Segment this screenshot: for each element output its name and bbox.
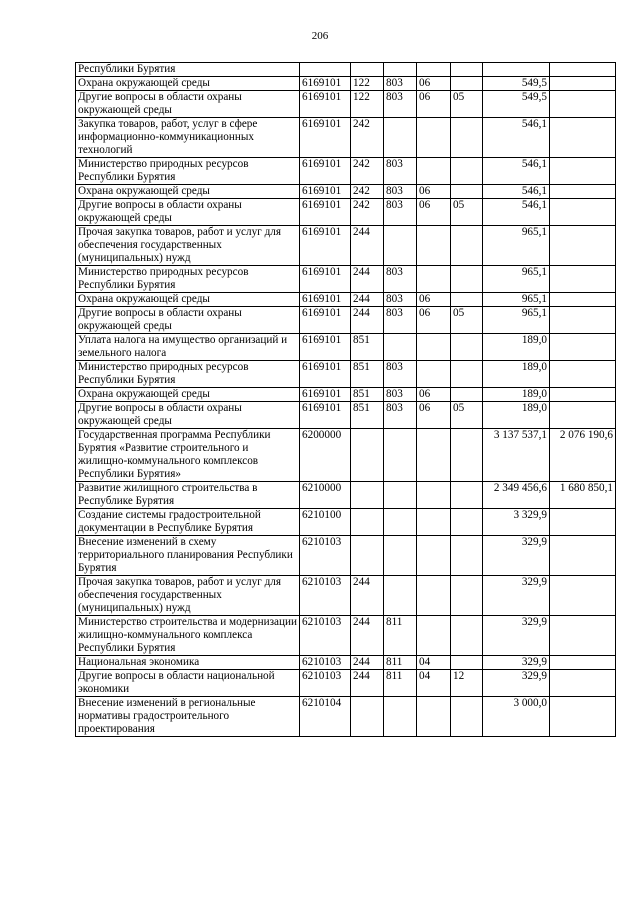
cell-target-article: 6210103 [300,670,351,697]
cell-section [417,158,451,185]
cell-target-article: 6200000 [300,429,351,482]
cell-expense-type: 244 [351,226,384,266]
cell-amount-secondary [550,697,616,737]
cell-expense-type: 244 [351,656,384,670]
cell-name: Государственная программа Республики Бурятия «Развитие строительного и жилищно-коммунального комплексов Республики Бурятия» [76,429,300,482]
table-row [76,482,616,509]
cell-expense-type: 122 [351,91,384,118]
cell-amount-total: 965,1 [483,226,550,266]
cell-name: Прочая закупка товаров, работ и услуг для обеспечения государственных (муниципальных) нужд [76,226,300,266]
cell-name: Охрана окружающей среды [76,388,300,402]
cell-expense-type [351,509,384,536]
cell-amount-secondary [550,509,616,536]
cell-expense-type: 244 [351,576,384,616]
cell-amount-total: 965,1 [483,293,550,307]
cell-ministry-code [384,482,417,509]
cell-ministry-code: 811 [384,670,417,697]
table-row [76,656,616,670]
cell-ministry-code [384,334,417,361]
table-row [76,334,616,361]
cell-amount-total: 189,0 [483,334,550,361]
cell-subsection: 05 [451,91,483,118]
cell-amount-total: 329,9 [483,670,550,697]
cell-target-article: 6169101 [300,307,351,334]
cell-target-article [300,63,351,77]
cell-expense-type: 242 [351,118,384,158]
cell-subsection [451,576,483,616]
cell-amount-total: 3 000,0 [483,697,550,737]
cell-section: 06 [417,388,451,402]
cell-expense-type: 244 [351,307,384,334]
cell-amount-secondary [550,185,616,199]
cell-amount-secondary [550,293,616,307]
table-row [76,158,616,185]
table-row [76,266,616,293]
cell-ministry-code: 803 [384,361,417,388]
cell-ministry-code: 803 [384,77,417,91]
cell-ministry-code [384,536,417,576]
cell-subsection [451,361,483,388]
cell-ministry-code [384,697,417,737]
cell-name: Другие вопросы в области охраны окружающей среды [76,91,300,118]
cell-amount-total: 546,1 [483,199,550,226]
table-row [76,91,616,118]
cell-section [417,118,451,158]
cell-amount-total: 329,9 [483,576,550,616]
cell-subsection [451,656,483,670]
table-row [76,307,616,334]
cell-target-article: 6210000 [300,482,351,509]
cell-subsection [451,482,483,509]
cell-section [417,226,451,266]
table-row [76,185,616,199]
cell-amount-secondary: 1 680 850,1 [550,482,616,509]
table-row [76,616,616,656]
cell-target-article: 6210100 [300,509,351,536]
cell-amount-total: 329,9 [483,616,550,656]
table-row [76,509,616,536]
cell-section [417,536,451,576]
cell-amount-secondary [550,63,616,77]
cell-amount-total: 189,0 [483,361,550,388]
cell-target-article: 6169101 [300,77,351,91]
cell-name: Внесение изменений в схему территориального планирования Республики Бурятия [76,536,300,576]
table-row [76,63,616,77]
cell-section [417,616,451,656]
cell-section [417,63,451,77]
cell-name: Прочая закупка товаров, работ и услуг для обеспечения государственных (муниципальных) нужд [76,576,300,616]
cell-amount-secondary [550,402,616,429]
cell-target-article: 6169101 [300,266,351,293]
cell-target-article: 6169101 [300,199,351,226]
cell-target-article: 6210103 [300,656,351,670]
cell-amount-secondary [550,199,616,226]
cell-name: Другие вопросы в области охраны окружающей среды [76,402,300,429]
cell-amount-total: 3 137 537,1 [483,429,550,482]
table-body [76,63,616,737]
cell-amount-secondary [550,118,616,158]
cell-ministry-code [384,576,417,616]
cell-expense-type: 244 [351,293,384,307]
cell-subsection [451,429,483,482]
cell-target-article: 6169101 [300,388,351,402]
cell-section: 04 [417,670,451,697]
cell-name: Охрана окружающей среды [76,185,300,199]
cell-expense-type [351,63,384,77]
cell-target-article: 6169101 [300,226,351,266]
cell-expense-type: 851 [351,334,384,361]
cell-subsection: 12 [451,670,483,697]
cell-ministry-code: 803 [384,91,417,118]
table-row [76,402,616,429]
cell-amount-secondary [550,307,616,334]
cell-amount-total: 965,1 [483,266,550,293]
cell-amount-secondary: 2 076 190,6 [550,429,616,482]
table-row [76,670,616,697]
cell-amount-secondary [550,388,616,402]
cell-ministry-code [384,226,417,266]
cell-amount-secondary [550,656,616,670]
table-row [76,361,616,388]
table-row [76,536,616,576]
cell-target-article: 6169101 [300,91,351,118]
cell-section [417,509,451,536]
cell-ministry-code: 803 [384,199,417,226]
cell-ministry-code: 803 [384,185,417,199]
table-row [76,226,616,266]
cell-section: 06 [417,185,451,199]
cell-amount-total: 189,0 [483,388,550,402]
cell-amount-secondary [550,158,616,185]
cell-ministry-code: 811 [384,616,417,656]
cell-name: Министерство природных ресурсов Республики Бурятия [76,266,300,293]
cell-ministry-code: 811 [384,656,417,670]
cell-section: 06 [417,199,451,226]
cell-amount-total: 549,5 [483,77,550,91]
cell-subsection [451,697,483,737]
cell-amount-secondary [550,334,616,361]
table-row [76,388,616,402]
cell-section: 06 [417,77,451,91]
cell-amount-secondary [550,77,616,91]
cell-name: Другие вопросы в области охраны окружающей среды [76,307,300,334]
cell-target-article: 6210104 [300,697,351,737]
cell-ministry-code [384,63,417,77]
cell-subsection [451,334,483,361]
cell-target-article: 6169101 [300,293,351,307]
cell-amount-total: 546,1 [483,118,550,158]
cell-target-article: 6210103 [300,536,351,576]
cell-subsection [451,293,483,307]
cell-expense-type [351,482,384,509]
cell-amount-secondary [550,616,616,656]
cell-name: Национальная экономика [76,656,300,670]
cell-ministry-code [384,118,417,158]
cell-expense-type: 851 [351,361,384,388]
cell-section: 06 [417,402,451,429]
cell-amount-total [483,63,550,77]
cell-name: Министерство природных ресурсов Республики Бурятия [76,361,300,388]
cell-section [417,334,451,361]
cell-subsection: 05 [451,402,483,429]
cell-target-article: 6169101 [300,402,351,429]
table-row [76,77,616,91]
cell-ministry-code: 803 [384,158,417,185]
cell-section [417,266,451,293]
cell-subsection [451,63,483,77]
cell-section [417,429,451,482]
cell-target-article: 6169101 [300,158,351,185]
cell-name: Республики Бурятия [76,63,300,77]
cell-expense-type: 242 [351,158,384,185]
table-row [76,293,616,307]
cell-name: Другие вопросы в области национальной экономики [76,670,300,697]
table-row [76,199,616,226]
cell-amount-total: 546,1 [483,185,550,199]
table-row [76,429,616,482]
table-row [76,697,616,737]
cell-amount-secondary [550,576,616,616]
cell-expense-type: 851 [351,402,384,429]
cell-amount-secondary [550,670,616,697]
cell-section: 06 [417,307,451,334]
cell-target-article: 6169101 [300,185,351,199]
cell-subsection [451,616,483,656]
cell-ministry-code [384,429,417,482]
cell-ministry-code: 803 [384,402,417,429]
cell-amount-secondary [550,266,616,293]
cell-section [417,576,451,616]
cell-target-article: 6169101 [300,334,351,361]
cell-amount-total: 546,1 [483,158,550,185]
cell-subsection [451,266,483,293]
cell-subsection [451,509,483,536]
cell-subsection [451,158,483,185]
cell-ministry-code: 803 [384,293,417,307]
cell-amount-total: 965,1 [483,307,550,334]
cell-section: 04 [417,656,451,670]
cell-subsection [451,226,483,266]
cell-section [417,697,451,737]
cell-amount-total: 329,9 [483,536,550,576]
cell-expense-type: 242 [351,185,384,199]
cell-target-article: 6210103 [300,616,351,656]
cell-amount-total: 3 329,9 [483,509,550,536]
cell-expense-type: 242 [351,199,384,226]
cell-subsection [451,118,483,158]
page-number: 206 [311,30,329,42]
table-row [76,118,616,158]
cell-name: Закупка товаров, работ, услуг в сфере информационно-коммуникационных технологий [76,118,300,158]
cell-expense-type: 244 [351,266,384,293]
cell-amount-total: 329,9 [483,656,550,670]
budget-table [75,62,616,737]
cell-ministry-code [384,509,417,536]
cell-name: Внесение изменений в региональные нормативы градостроительного проектирования [76,697,300,737]
cell-amount-secondary [550,536,616,576]
cell-name: Уплата налога на имущество организаций и земельного налога [76,334,300,361]
cell-expense-type: 244 [351,616,384,656]
cell-amount-total: 189,0 [483,402,550,429]
cell-section: 06 [417,91,451,118]
cell-amount-secondary [550,91,616,118]
cell-target-article: 6169101 [300,118,351,158]
cell-name: Министерство строительства и модернизации жилищно-коммунального комплекса Республики Бурятия [76,616,300,656]
cell-subsection: 05 [451,199,483,226]
cell-target-article: 6169101 [300,361,351,388]
cell-expense-type [351,429,384,482]
cell-expense-type [351,697,384,737]
cell-name: Министерство природных ресурсов Республики Бурятия [76,158,300,185]
table-row [76,576,616,616]
cell-name: Охрана окружающей среды [76,77,300,91]
cell-subsection [451,185,483,199]
cell-ministry-code: 803 [384,266,417,293]
cell-section [417,482,451,509]
cell-expense-type: 851 [351,388,384,402]
cell-name: Охрана окружающей среды [76,293,300,307]
cell-subsection [451,388,483,402]
cell-ministry-code: 803 [384,388,417,402]
cell-name: Создание системы градостроительной документации в Республике Бурятия [76,509,300,536]
cell-subsection: 05 [451,307,483,334]
cell-section: 06 [417,293,451,307]
cell-amount-secondary [550,361,616,388]
cell-name: Другие вопросы в области охраны окружающей среды [76,199,300,226]
cell-subsection [451,77,483,91]
cell-name: Развитие жилищного строительства в Республике Бурятия [76,482,300,509]
cell-section [417,361,451,388]
cell-expense-type [351,536,384,576]
cell-subsection [451,536,483,576]
cell-amount-total: 549,5 [483,91,550,118]
cell-expense-type: 244 [351,670,384,697]
cell-amount-total: 2 349 456,6 [483,482,550,509]
cell-amount-secondary [550,226,616,266]
cell-ministry-code: 803 [384,307,417,334]
cell-target-article: 6210103 [300,576,351,616]
cell-expense-type: 122 [351,77,384,91]
